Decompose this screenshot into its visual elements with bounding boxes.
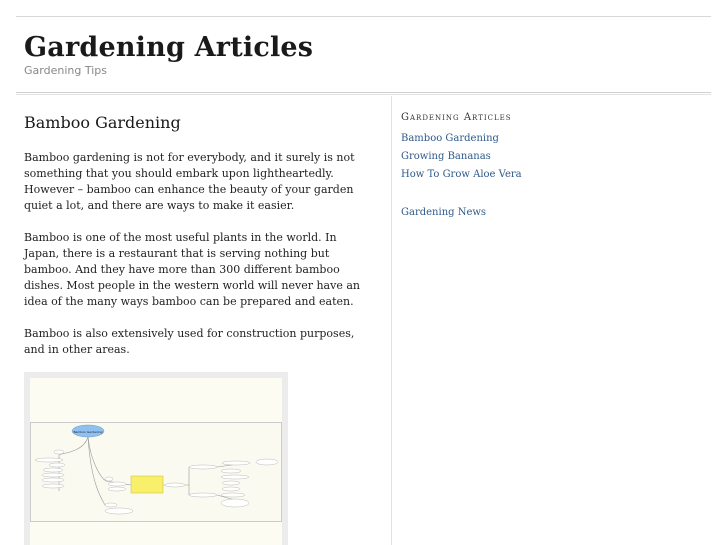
site-header — [24, 32, 313, 78]
post-paragraph: Bamboo is also extensively used for construction purposes, and in other areas. — [24, 327, 355, 356]
post-title: Bamboo Gardening — [24, 113, 181, 132]
sidebar-link-gardening-news[interactable]: Gardening News — [401, 207, 487, 218]
mindmap-image — [30, 378, 282, 545]
post-paragraph: Bamboo is one of the most useful plants in the world. In Japan, there is a restaurant that is serving nothing but bamboo. And they have more than 300 different bamboo dishes. Most people in the western world will never have an idea of the many ways bamboo can be prepared and eaten. — [24, 231, 360, 308]
mindmap-highlight-node — [131, 476, 163, 493]
site-tagline: Gardening Tips — [24, 64, 107, 77]
sidebar-link-growing-bananas[interactable]: Growing Bananas — [401, 151, 491, 162]
svg-text:Bamboo Gardening: Bamboo Gardening — [73, 430, 103, 434]
mindmap-diagram — [30, 422, 282, 522]
post-paragraph: Bamboo gardening is not for everybody, and it surely is not something that you should embark upon lightheartedly. However – bamboo can enhance the beauty of your garden quiet a lot, and there are ways to make it easier. — [24, 151, 355, 212]
site-title[interactable]: Gardening Articles — [24, 32, 314, 63]
sidebar-spacer — [401, 184, 701, 204]
sidebar-heading: Gardening Articles — [401, 112, 512, 123]
header-divider — [16, 92, 711, 95]
sidebar-link-aloe-vera[interactable]: How To Grow Aloe Vera — [401, 169, 522, 180]
main-content — [24, 112, 374, 374]
mindmap-svg — [31, 423, 281, 521]
top-divider — [16, 16, 711, 17]
sidebar-link-bamboo-gardening[interactable]: Bamboo Gardening — [401, 133, 499, 144]
column-divider — [391, 96, 392, 545]
sidebar — [401, 112, 701, 222]
mindmap-image-frame[interactable] — [24, 372, 288, 545]
